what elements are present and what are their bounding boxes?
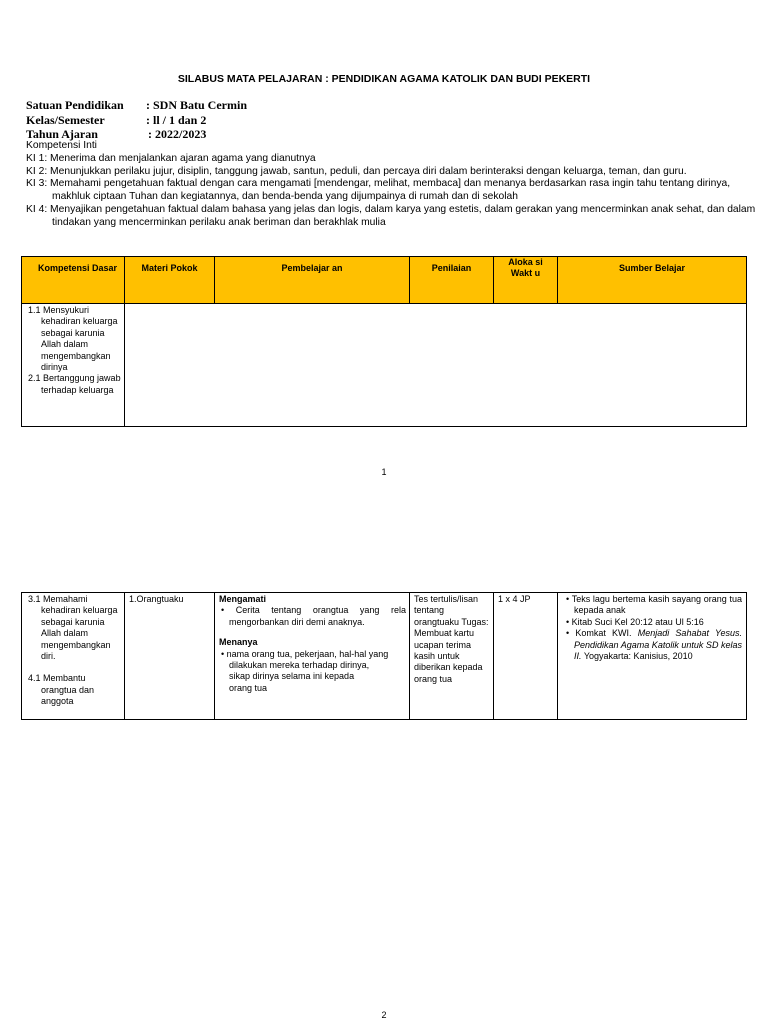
- header-materi-pokok: Materi Pokok: [125, 257, 215, 304]
- menanya-continuation: dilakukan mereka terhadap dirinya,: [229, 660, 370, 671]
- menanya-label: Menanya: [219, 637, 258, 648]
- silabus-table-page-2: [21, 592, 747, 720]
- kd-item: 3.1 Memahami kehadiran keluarga sebagai karunia Allah dalam mengembangkan diri.: [28, 594, 118, 662]
- kd-cell: [22, 304, 125, 427]
- kd-item: 2.1 Bertanggung jawab terhadap keluarga: [28, 373, 121, 395]
- materi-pokok-cell: 1.Orangtuaku: [125, 593, 215, 720]
- mengamati-item: • Cerita tentang orangtua yang rela mengorbankan diri demi anaknya.: [221, 605, 406, 627]
- mengamati-label: Mengamati: [219, 594, 267, 604]
- header-pembelajaran: Pembelajar an: [215, 257, 410, 304]
- silabus-table-page-1: [21, 256, 747, 427]
- pembelajaran-cell: [215, 593, 410, 720]
- kompetensi-inti-section: [26, 140, 761, 230]
- sumber-item: • Teks lagu bertema kasih sayang orang tua kepada anak: [566, 594, 742, 616]
- penilaian-cell: Tes tertulis/lisan tentang orangtuaku Tugas: Membuat kartu ucapan terima kasih untuk diberikan kepada orang tua: [410, 593, 494, 720]
- sumber-belajar-cell: [558, 593, 747, 720]
- ki-item: KI 1: Menerima dan menjalankan ajaran agama yang dianutnya: [26, 152, 316, 164]
- identity-value-kelas: : ll / 1 dan 2: [146, 113, 207, 127]
- empty-cell: [125, 304, 747, 427]
- header-kompetensi-dasar: Kompetensi Dasar: [22, 257, 125, 304]
- alokasi-waktu-cell: 1 x 4 JP: [494, 593, 558, 720]
- identity-label-kelas: Kelas/Semester: [26, 113, 105, 127]
- header-sumber-belajar: Sumber Belajar: [558, 257, 747, 304]
- sumber-item: • Komkat KWI. Menjadi Sahabat Yesus. Pendidikan Agama Katolik untuk SD kelas II. Yogyakarta: Kanisius, 2010: [566, 628, 743, 662]
- identity-value-tahun: : 2022/2023: [148, 127, 207, 141]
- identity-value-satuan: : SDN Batu Cermin: [146, 98, 247, 112]
- sumber-item: • Kitab Suci Kel 20:12 atau Ul 5:16: [566, 616, 704, 627]
- identity-label-satuan: Satuan Pendidikan: [26, 98, 124, 112]
- identity-label-tahun: Tahun Ajaran: [26, 127, 98, 141]
- ki-item: KI 3: Memahami pengetahuan faktual dengan cara mengamati [mendengar, melihat, membaca] dan menanya berdasarkan rasa ingin tahu tentang dirinya, makhluk ciptaan Tuhan dan kegiatannya, dan benda-benda yang dijumpainya di rumah dan di sekolah: [26, 178, 731, 203]
- page-number: 2: [381, 1010, 387, 1020]
- identity-section: [26, 98, 426, 142]
- page-number: 1: [381, 467, 387, 477]
- ki-item: KI 4: Menyajikan pengetahuan faktual dalam bahasa yang jelas dan logis, dalam karya yang estetis, dalam gerakan yang mencerminkan anak sehat, dan dalam tindakan yang mencerminkan perilaku anak beriman dan berakhlak mulia: [26, 203, 756, 228]
- menanya-continuation: orang tua: [229, 682, 268, 693]
- menanya-item: • nama orang tua, pekerjaan, hal-hal yang: [221, 648, 389, 659]
- ki-heading: Kompetensi Inti: [26, 140, 97, 151]
- document-title: SILABUS MATA PELAJARAN : PENDIDIKAN AGAMA KATOLIK DAN BUDI PEKERTI: [177, 73, 591, 85]
- menanya-continuation: sikap dirinya selama ini kepada: [229, 671, 355, 682]
- header-alokasi-waktu: Aloka si Wakt u: [494, 257, 558, 304]
- kd-cell: [22, 593, 125, 720]
- ki-item: KI 2: Menunjukkan perilaku jujur, disiplin, tanggung jawab, santun, peduli, dan percaya diri dalam berinteraksi dengan keluarga, teman, dan guru.: [26, 165, 687, 177]
- kd-item: 4.1 Membantu orangtua dan anggota: [28, 673, 95, 707]
- header-penilaian: Penilaian: [410, 257, 494, 304]
- kd-item: 1.1 Mensyukuri kehadiran keluarga sebagai karunia Allah dalam mengembangkan dirinya: [28, 305, 118, 373]
